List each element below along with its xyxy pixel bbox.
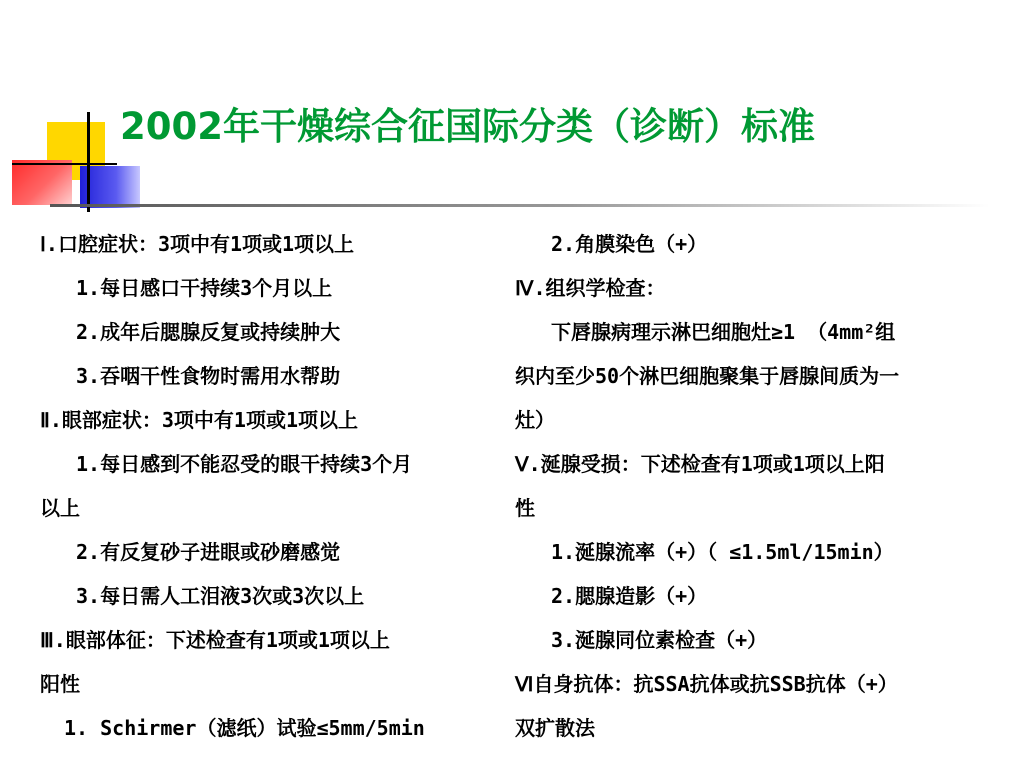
criterion-line-continuation: 以上	[40, 496, 80, 520]
criterion-line: 3.吞咽干性食物时需用水帮助	[76, 364, 341, 388]
criterion-line: 下唇腺病理示淋巴细胞灶≥1 （4mm²组	[551, 320, 896, 344]
title-divider	[50, 204, 990, 207]
criterion-line-continuation: 双扩散法	[515, 716, 595, 740]
criterion-line: 2.腮腺造影（+）	[551, 584, 708, 608]
criterion-line-continuation: 织内至少50个淋巴细胞聚集于唇腺间质为一	[515, 364, 900, 388]
section-3-heading: Ⅲ.眼部体征：下述检查有1项或1项以上	[40, 628, 390, 652]
criterion-line: 3.涎腺同位素检查（+）	[551, 628, 768, 652]
criterion-line: 1. Schirmer（滤纸）试验≤5mm/5min	[64, 716, 425, 740]
red-square-decoration	[12, 160, 72, 205]
criterion-line-continuation: 性	[515, 496, 535, 520]
criterion-line: 1.每日感口干持续3个月以上	[76, 276, 333, 300]
criterion-line: 1.涎腺流率（+）（ ≤1.5ml/15min）	[551, 540, 894, 564]
criterion-line: 3.每日需人工泪液3次或3次以上	[76, 584, 365, 608]
left-column	[40, 222, 500, 750]
criterion-line: 2.有反复砂子进眼或砂磨感觉	[76, 540, 341, 564]
vertical-line-decoration	[87, 112, 90, 212]
slide-title: 2002年干燥综合征国际分类（诊断）标准	[120, 105, 815, 148]
horizontal-line-decoration	[12, 163, 117, 165]
criterion-line: 2.角膜染色（+）	[551, 232, 708, 256]
section-4-heading: Ⅳ.组织学检查：	[515, 276, 666, 300]
section-6-heading: Ⅵ自身抗体：抗SSA抗体或抗SSB抗体（+）	[515, 672, 898, 696]
criterion-line: 1.每日感到不能忍受的眼干持续3个月	[76, 452, 413, 476]
criterion-line: 2.成年后腮腺反复或持续肿大	[76, 320, 341, 344]
section-5-heading: Ⅴ.涎腺受损：下述检查有1项或1项以上阳	[515, 452, 885, 476]
section-2-heading: Ⅱ.眼部症状：3项中有1项或1项以上	[40, 408, 359, 432]
section-1-heading: Ⅰ.口腔症状：3项中有1项或1项以上	[40, 232, 355, 256]
right-column	[515, 222, 1010, 750]
criterion-line-continuation: 灶）	[515, 408, 555, 432]
criterion-line-continuation: 阳性	[40, 672, 80, 696]
